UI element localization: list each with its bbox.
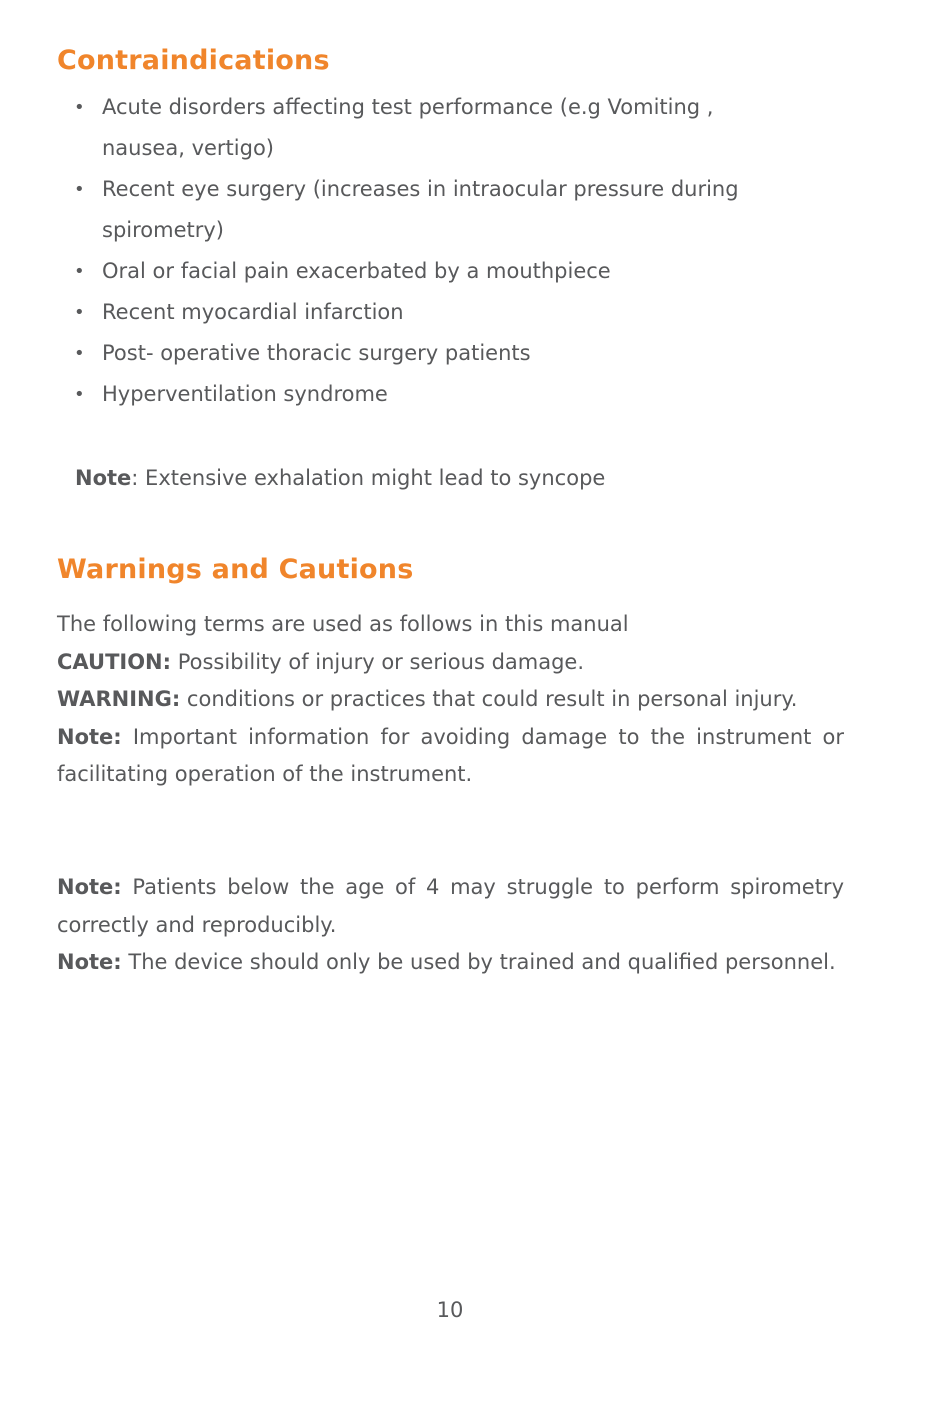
usage-notes bbox=[57, 869, 844, 982]
list-item-text: Hyperventilation syndrome bbox=[102, 382, 388, 406]
caution-label: CAUTION: bbox=[57, 649, 172, 674]
bullet-icon: • bbox=[74, 343, 85, 364]
note-label: Note: bbox=[57, 950, 122, 974]
warnings-heading: Warnings and Cautions bbox=[57, 554, 414, 585]
note-label: Note: bbox=[57, 875, 122, 899]
caution-text: Possibility of injury or serious damage. bbox=[171, 649, 585, 674]
list-item bbox=[57, 169, 797, 251]
caution-definition bbox=[57, 644, 844, 682]
list-item-text: Recent eye surgery (increases in intraocular pressure during spirometry) bbox=[102, 177, 739, 242]
bullet-icon: • bbox=[74, 384, 85, 405]
contraindications-note bbox=[75, 458, 605, 499]
warnings-intro: The following terms are used as follows in this manual bbox=[57, 612, 629, 636]
note-text: The device should only be used by trained and qualified personnel. bbox=[121, 950, 836, 974]
note-label: Note bbox=[75, 466, 132, 490]
list-item-text: Recent myocardial infarction bbox=[102, 300, 404, 324]
list-item bbox=[57, 251, 797, 292]
page-number: 10 bbox=[436, 1298, 464, 1322]
list-item-text: Acute disorders affecting test performance (e.g Vomiting , nausea, vertigo) bbox=[102, 95, 714, 160]
bullet-icon: • bbox=[74, 97, 85, 118]
note-text: : Extensive exhalation might lead to syncope bbox=[131, 466, 606, 490]
note-label: Note: bbox=[57, 724, 122, 749]
note-definition bbox=[57, 719, 844, 794]
list-item-text: Oral or facial pain exacerbated by a mouthpiece bbox=[102, 259, 611, 283]
bullet-icon: • bbox=[74, 261, 85, 282]
note-text: Patients below the age of 4 may struggle to perform spirometry correctly and reproducibly. bbox=[57, 875, 844, 937]
list-item bbox=[57, 374, 797, 415]
warning-label: WARNING: bbox=[57, 687, 181, 711]
list-item bbox=[57, 333, 797, 374]
contraindications-heading: Contraindications bbox=[57, 45, 330, 76]
bullet-icon: • bbox=[74, 179, 85, 200]
contraindications-list bbox=[57, 87, 797, 415]
list-item bbox=[57, 292, 797, 333]
bullet-icon: • bbox=[74, 302, 85, 323]
personnel-note bbox=[57, 944, 844, 982]
note-text: Important information for avoiding damage to the instrument or facilitating operation of the instrument. bbox=[57, 724, 844, 786]
list-item bbox=[57, 87, 797, 169]
list-item-text: Post- operative thoracic surgery patients bbox=[102, 341, 531, 365]
warning-text: conditions or practices that could result in personal injury. bbox=[180, 687, 798, 711]
warnings-definitions bbox=[57, 606, 844, 794]
warning-definition bbox=[57, 681, 844, 719]
age-note bbox=[57, 869, 844, 944]
